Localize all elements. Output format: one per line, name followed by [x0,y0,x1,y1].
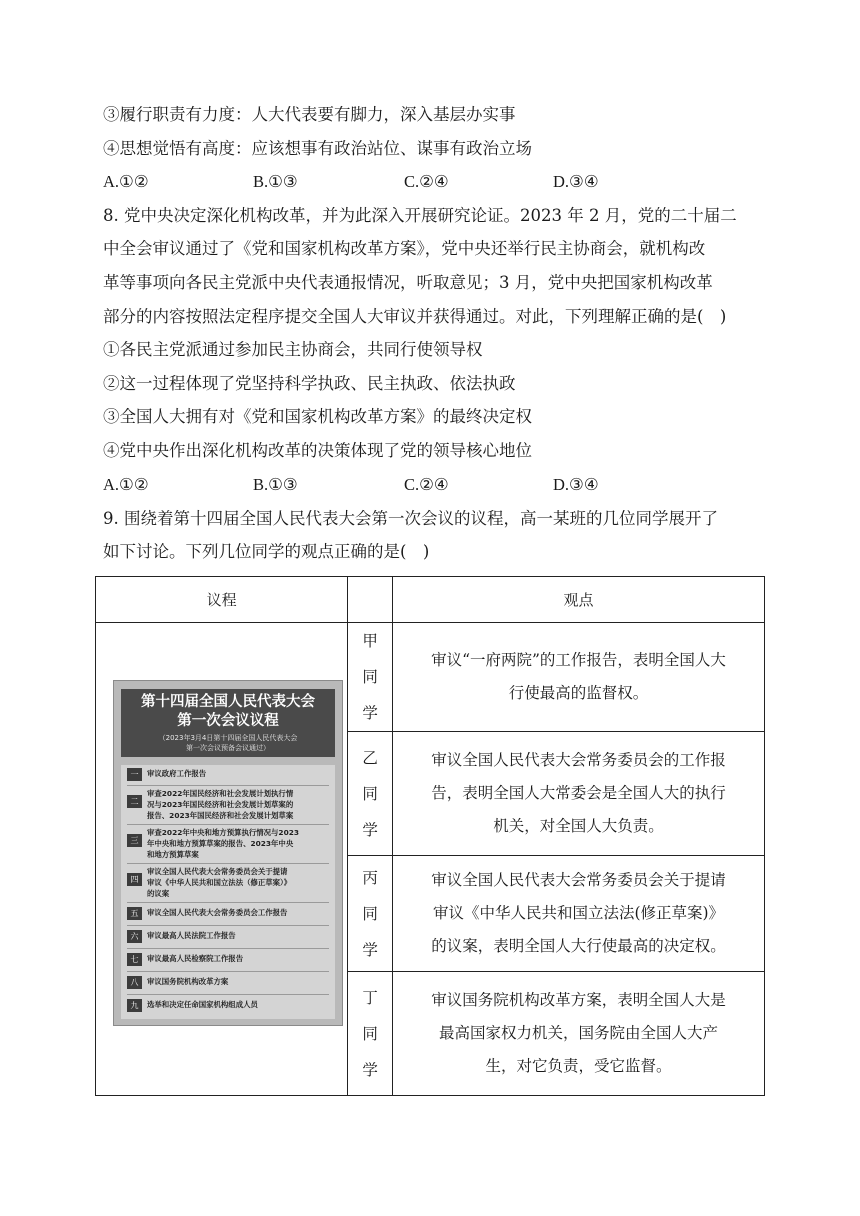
student-name-char: 丙 [362,868,378,887]
student-yi [348,732,393,856]
poster-title-2: 第一次会议议程 [177,713,279,729]
header-view: 观点 [392,577,764,623]
agenda-item-number: 七 [127,953,142,966]
q8-stem-line-1: 8. 党中央决定深化机构改革，并为此深入开展研究论证。2023 年 2 月，党的二十届二 [103,206,737,225]
view-line: 告，表明全国人大常委会是全国人大的执行 [431,784,726,802]
agenda-item-number: 四 [127,873,142,886]
q8-item-3: ③全国人大拥有对《党和国家机构改革方案》的最终决定权 [103,407,532,426]
view-line: 行使最高的监督权。 [508,684,649,702]
view-jia [392,623,764,732]
q8-stem-line-3: 革等事项向各民主党派中央代表通报情况，听取意见；3 月，党中央把国家机构改革 [103,273,713,292]
view-line: 审议全国人民代表大会常务委员会关于提请 [431,871,726,889]
q9-table [95,576,765,1096]
student-name-char: 学 [362,820,378,839]
view-line: 生，对它负责，受它监督。 [485,1057,672,1075]
agenda-item-number: 九 [127,999,142,1012]
divider [127,971,329,972]
q9-stem-line-1: 9. 围绕着第十四届全国人民代表大会第一次会议的议程，高一某班的几位同学展开了 [103,509,718,528]
q9-stem-line-2: 如下讨论。下列几位同学的观点正确的是( ) [103,542,430,561]
agenda-item-text: 的议案 [147,889,170,898]
header-agenda: 议程 [96,577,348,623]
agenda-item-text: 审议《中华人民共和国立法法（修正草案）》 [147,878,292,887]
divider [127,824,329,825]
view-line: 审议“一府两院”的工作报告，表明全国人大 [431,651,726,669]
agenda-item-number: 一 [127,768,142,781]
q8-option-c: C.②④ [404,475,449,494]
q8-option-d: D.③④ [553,475,599,494]
view-line: 的议案，表明全国人大行使最高的决定权。 [431,937,726,955]
agenda-item-number: 八 [127,976,142,989]
agenda-item-text: 审议最高人民检察院工作报告 [147,954,244,963]
student-name-char: 同 [362,784,378,803]
q8-item-2: ②这一过程体现了党坚持科学执政、民主执政、依法执政 [103,374,516,393]
view-line: 机关，对全国人大负责。 [493,817,664,835]
student-name-char: 学 [362,704,378,722]
q8-item-1: ①各民主党派通过参加民主协商会，共同行使领导权 [103,340,483,359]
divider [127,994,329,995]
view-ding [392,972,764,1096]
divider [127,863,329,864]
divider [127,948,329,949]
agenda-item-text: 报告、2023年国民经济和社会发展计划草案 [147,811,294,820]
table-row [96,623,765,732]
view-line: 最高国家权力机关，国务院由全国人大产 [438,1024,718,1042]
divider [127,785,329,786]
student-name-char: 丁 [362,988,378,1007]
agenda-item-text: 审议国务院机构改革方案 [147,977,229,986]
view-line: 审议国务院机构改革方案，表明全国人大是 [431,991,726,1009]
agenda-item-text: 审议全国人民代表大会常务委员会关于提请 [147,867,288,876]
agenda-item-number: 二 [127,795,142,808]
agenda-item-text: 况与2023年国民经济和社会发展计划草案的 [147,800,294,809]
poster-subtitle-2: 第一次会议预备会议通过） [186,744,270,752]
poster-agenda-list [121,765,335,1019]
student-jia [348,623,393,732]
q7-option-a: A.①② [103,172,149,191]
student-name-char: 同 [362,1024,378,1043]
q7-item-4: ④思想觉悟有高度：应该想事有政治站位、谋事有政治立场 [103,139,532,158]
agenda-item-text: 审查2022年国民经济和社会发展计划执行情 [147,789,294,798]
agenda-item-number: 三 [127,834,142,847]
view-yi [392,732,764,856]
agenda-item-text: 审查2022年中央和地方预算执行情况与2023 [147,828,300,837]
agenda-item-text: 和地方预算草案 [147,850,199,859]
divider [127,925,329,926]
q8-stem-line-2: 中全会审议通过了《党和国家机构改革方案》，党中央还举行民主协商会，就机构改 [103,239,706,258]
q7-option-b: B.①③ [253,172,298,191]
agenda-image-cell [96,623,348,1096]
student-name-char: 乙 [362,748,378,767]
student-name-char: 学 [362,1060,378,1079]
agenda-item-text: 审议最高人民法院工作报告 [147,931,236,940]
q8-item-4: ④党中央作出深化机构改革的决策体现了党的领导核心地位 [103,441,532,460]
q8-option-b: B.①③ [253,475,298,494]
q8-stem-line-4: 部分的内容按照法定程序提交全国人大审议并获得通过。对此，下列理解正确的是( ) [103,307,727,326]
agenda-item-text: 选举和决定任命国家机构组成人员 [147,1000,258,1009]
divider [127,902,329,903]
q8-option-a: A.①② [103,475,149,494]
view-line: 审议《中华人民共和国立法法(修正草案)》 [432,904,725,922]
agenda-poster [113,680,343,1026]
q7-item-3: ③履行职责有力度：人大代表要有脚力，深入基层办实事 [103,105,516,124]
student-name-char: 同 [362,904,378,923]
view-bing [392,856,764,972]
poster-subtitle: （2023年3月4日第十四届全国人民代表大会 [158,734,298,742]
student-name-char: 同 [362,668,378,686]
q7-option-c: C.②④ [404,172,449,191]
agenda-item-number: 六 [127,930,142,943]
student-ding [348,972,393,1096]
table-header-row [96,577,765,623]
student-bing [348,856,393,972]
agenda-item-number: 五 [127,907,142,920]
poster-title: 第十四届全国人民代表大会 [141,694,315,710]
student-name-char: 学 [362,940,378,959]
agenda-item-text: 年中央和地方预算草案的报告、2023年中央 [147,839,294,848]
student-name-char: 甲 [362,632,378,650]
agenda-item-text: 审议政府工作报告 [147,769,207,778]
agenda-item-text: 审议全国人民代表大会常务委员会工作报告 [147,908,288,917]
header-blank [348,577,393,623]
poster-header [121,689,335,757]
q7-option-d: D.③④ [553,172,599,191]
view-line: 审议全国人民代表大会常务委员会的工作报 [431,751,726,769]
